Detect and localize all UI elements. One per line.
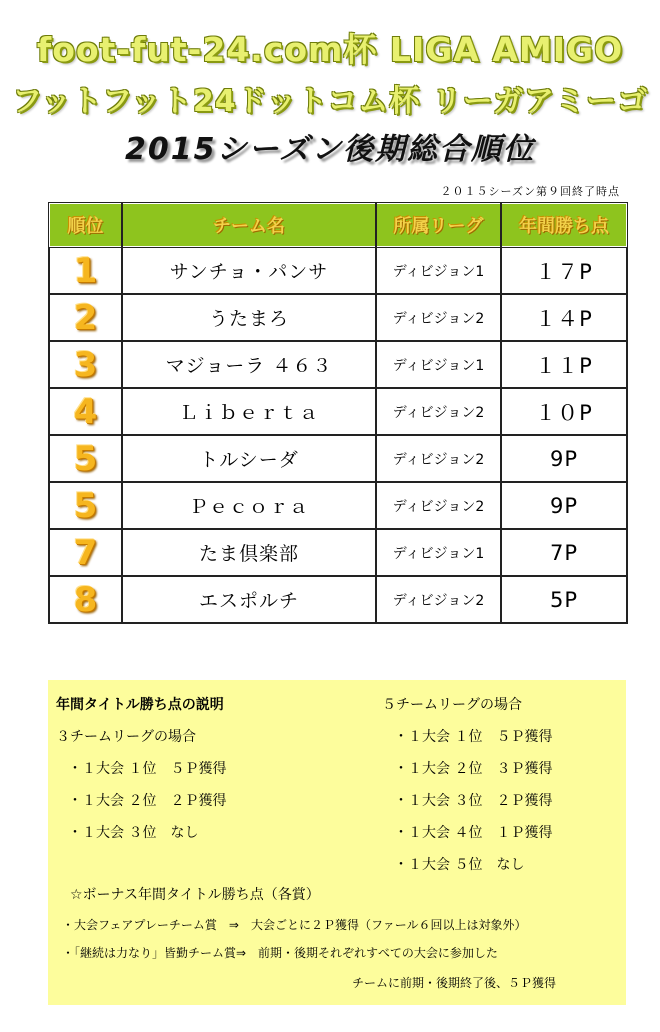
page-title: 2015シーズン後期総合順位: [125, 132, 535, 167]
points-cell: 9P: [501, 435, 627, 482]
rank-cell: 5: [49, 435, 122, 482]
table-row: [49, 576, 627, 623]
column-header-league: 所属リーグ: [376, 203, 501, 247]
team-cell: トルシーダ: [122, 435, 376, 482]
title-line-2: フットフット24ドットコム杯 リーガアミーゴ: [11, 84, 649, 119]
league-cell: ディビジョン1: [376, 341, 501, 388]
list-item: ・１大会 １位 ５Ｐ獲得: [394, 729, 553, 745]
table-row: [49, 294, 627, 341]
rank-cell: 4: [49, 388, 122, 435]
team-cell: エスポルチ: [122, 576, 376, 623]
points-cell: 5P: [501, 576, 627, 623]
points-cell: 9P: [501, 482, 627, 529]
rank-cell: 2: [49, 294, 122, 341]
points-cell: １０P: [501, 388, 627, 435]
column-header-team: チーム名: [122, 203, 376, 247]
list-item: ・１大会 ３位 ２Ｐ獲得: [394, 793, 553, 809]
rank-cell: 1: [49, 247, 122, 294]
list-item: ・１大会 ５位 なし: [394, 857, 525, 873]
league-cell: ディビジョン2: [376, 576, 501, 623]
league-cell: ディビジョン2: [376, 482, 501, 529]
points-cell: １１P: [501, 341, 627, 388]
points-cell: １７P: [501, 247, 627, 294]
column-header-rank: 順位: [49, 203, 122, 247]
bonus-heading: ☆ボーナス年間タイトル勝ち点（各賞）: [70, 887, 320, 903]
rank-cell: 7: [49, 529, 122, 576]
league-cell: ディビジョン2: [376, 294, 501, 341]
table-row: [49, 435, 627, 482]
table-row: [49, 482, 627, 529]
league-cell: ディビジョン2: [376, 388, 501, 435]
league-cell: ディビジョン2: [376, 435, 501, 482]
standings-table: [48, 202, 628, 624]
team-cell: サンチョ・パンサ: [122, 247, 376, 294]
table-header-row: [49, 203, 627, 247]
points-cell: 7P: [501, 529, 627, 576]
five-team-label: ５チームリーグの場合: [382, 697, 522, 713]
team-cell: うたまろ: [122, 294, 376, 341]
list-item: ・１大会 ２位 ３Ｐ獲得: [394, 761, 553, 777]
list-item: ・１大会 ４位 １Ｐ獲得: [394, 825, 553, 841]
list-item: ・１大会 ３位 なし: [68, 825, 199, 841]
rank-cell: 8: [49, 576, 122, 623]
table-row: [49, 247, 627, 294]
three-team-label: ３チームリーグの場合: [56, 729, 196, 745]
team-cell: マジョーラ ４６３: [122, 341, 376, 388]
bonus-attendance-cont: チームに前期・後期終了後、５Ｐ獲得: [352, 976, 557, 990]
team-cell: Ｌｉｂｅｒｔａ: [122, 388, 376, 435]
rank-cell: 5: [49, 482, 122, 529]
column-header-points: 年間勝ち点: [501, 203, 627, 247]
list-item: ・１大会 １位 ５Ｐ獲得: [68, 761, 227, 777]
points-cell: １４P: [501, 294, 627, 341]
bonus-attendance: ・「継続は力なり」皆勤チーム賞⇒ 前期・後期それぞれすべての大会に参加した: [62, 946, 498, 960]
points-explanation-box: [48, 680, 626, 1005]
table-row: [49, 388, 627, 435]
as-of-note: ２０１５シーズン第９回終了時点: [440, 185, 620, 198]
team-cell: たま倶楽部: [122, 529, 376, 576]
team-cell: Ｐｅｃｏｒａ: [122, 482, 376, 529]
rank-cell: 3: [49, 341, 122, 388]
title-line-1: foot-fut-24.com杯 LIGA AMIGO: [36, 30, 624, 69]
league-cell: ディビジョン1: [376, 529, 501, 576]
table-row: [49, 341, 627, 388]
explanation-heading: 年間タイトル勝ち点の説明: [56, 697, 224, 713]
table-row: [49, 529, 627, 576]
list-item: ・１大会 ２位 ２Ｐ獲得: [68, 793, 227, 809]
bonus-fairplay: ・大会フェアプレーチーム賞 ⇒ 大会ごとに２Ｐ獲得（ファール６回以上は対象外）: [62, 918, 527, 932]
league-cell: ディビジョン1: [376, 247, 501, 294]
